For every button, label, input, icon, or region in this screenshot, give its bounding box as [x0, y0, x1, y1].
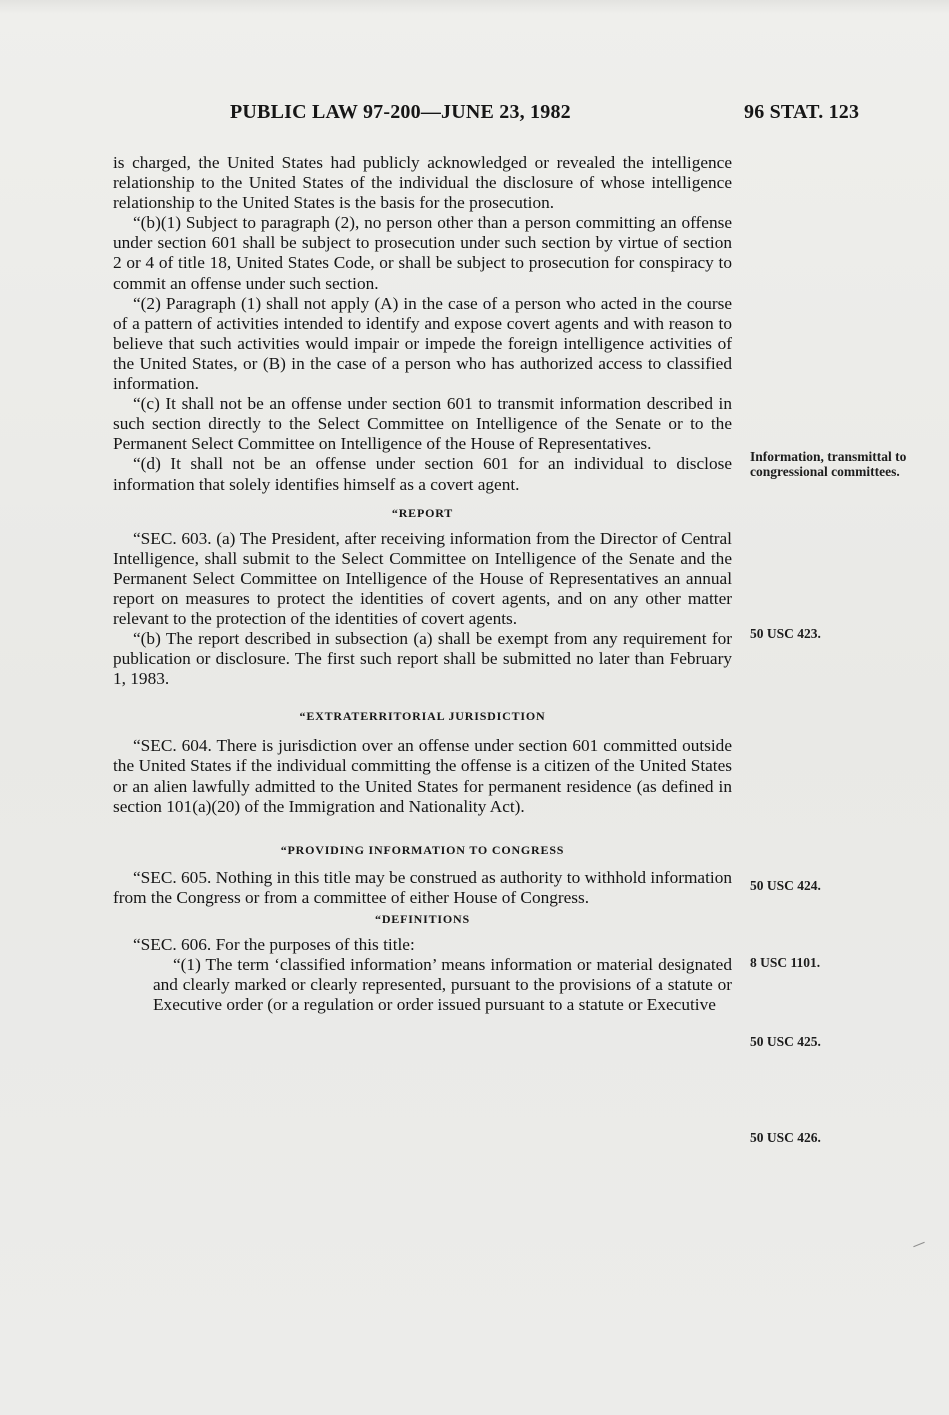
paragraph-sec-606: “SEC. 606. For the purposes of this title:: [133, 934, 415, 954]
margin-note-50-usc-424: 50 USC 424.: [750, 878, 821, 893]
paragraph-b1: “(b)(1) Subject to paragraph (2), no person other than a person committing an offense under section 601 shall be subject to prosecution under such section by virtue of section 2 or 4 of title 18, United States Code, or shall be subject to prosecution for conspiracy to commit an offense under such section.: [113, 213, 732, 293]
section-heading-report: “REPORT: [391, 505, 454, 520]
statute-text: [113, 153, 732, 1015]
margin-note-information-transmittal: Information, transmittal to congressional committees.: [750, 449, 907, 479]
margin-note-50-usc-425: 50 USC 425.: [750, 1034, 821, 1049]
paragraph-sec-603a: “SEC. 603. (a) The President, after receiving information from the Director of Central Intelligence, shall submit to the Select Committee on Intelligence of the Senate and the Permanent Select Committee on Intelligence of the House of Representatives an annual report on measures to protect the identities of covert agents, and on any other matter relevant to the protection of the identities of covert agents.: [113, 528, 732, 628]
margin-note-50-usc-423: 50 USC 423.: [750, 626, 821, 641]
margin-note-8-usc-1101: 8 USC 1101.: [750, 955, 821, 970]
section-heading-definitions: “DEFINITIONS: [375, 911, 470, 926]
paragraph-c: “(c) It shall not be an offense under section 601 to transmit information described in such section directly to the Select Committee on Intelligence of the Senate or to the Permanent Select Committee on Intelligence of the House of Representatives.: [113, 394, 732, 454]
scan-mark: [913, 1242, 925, 1247]
paragraph-definition-1: “(1) The term ‘classified information’ means information or material designated and clearly marked or clearly represented, pursuant to the provisions of a statute or Executive order (or a regulation or order issued pursuant to a statute or Executive: [153, 955, 732, 1015]
margin-note-50-usc-426: 50 USC 426.: [750, 1130, 821, 1145]
page-title: PUBLIC LAW 97-200—JUNE 23, 1982: [230, 101, 571, 123]
paragraph-sec-603b: “(b) The report described in subsection (a) shall be exempt from any requirement for publication or disclosure. The first such report shall be submitted no later than February 1, 1983.: [113, 629, 732, 689]
paragraph-sec-604: “SEC. 604. There is jurisdiction over an offense under section 601 committed outside the United States if the individual committing the offense is a citizen of the United States or an alien lawfully admitted to the United States for permanent residence (as defined in section 101(a)(20) of the Immigration and Nationality Act).: [113, 736, 732, 816]
scan-shadow: [0, 0, 949, 14]
paragraph-d: “(d) It shall not be an offense under section 601 for an individual to disclose information that solely identifies himself as a covert agent.: [113, 454, 732, 494]
section-heading-congress: “PROVIDING INFORMATION TO CONGRESS: [280, 842, 565, 857]
paragraph-b2: “(2) Paragraph (1) shall not apply (A) in the case of a person who acted in the course of a pattern of activities intended to identify and expose covert agents and with reason to believe that such activities would impair or impede the foreign intelligence activities of the United States, or (B) in the case of a person who has authorized access to classified information.: [113, 293, 732, 394]
page-header: [0, 101, 949, 131]
paragraph-prosecution-basis: is charged, the United States had publicly acknowledged or revealed the intelligence relationship to the United States of the individual the disclosure of whose intelligence relationship to the United States is the basis for the prosecution.: [113, 153, 732, 213]
page-citation: 96 STAT. 123: [744, 101, 860, 123]
paragraph-sec-605: “SEC. 605. Nothing in this title may be construed as authority to withhold information from the Congress or from a committee of either House of Congress.: [113, 867, 732, 907]
section-heading-extraterritorial: “EXTRATERRITORIAL JURISDICTION: [299, 709, 546, 724]
